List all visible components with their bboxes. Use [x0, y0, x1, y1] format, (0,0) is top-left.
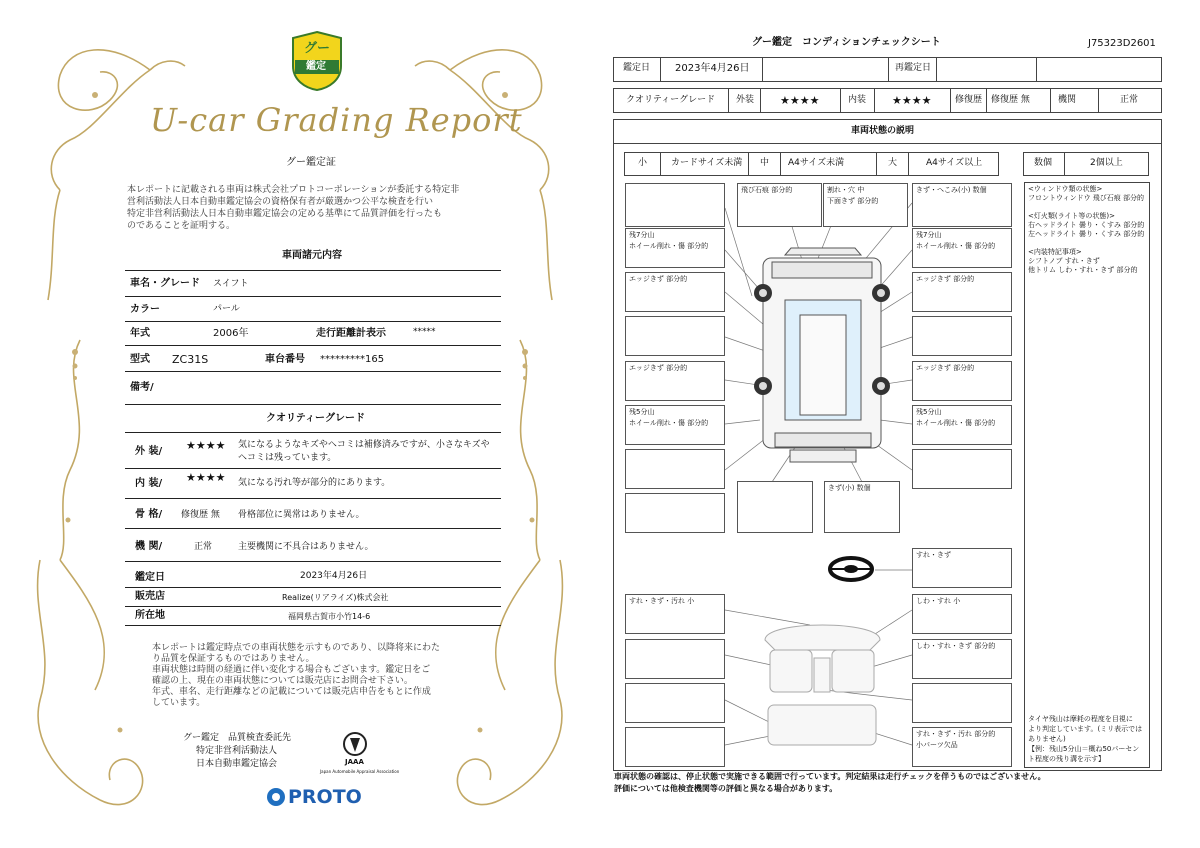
interior-box-text: 小パーツ欠品: [916, 741, 958, 749]
interior-box-right-4: [912, 727, 1012, 767]
mileage-value: *****: [413, 327, 436, 337]
year-value: 2006年: [213, 328, 249, 339]
mileage-label: 走行距離計表示: [316, 328, 386, 339]
condition-sheet-panel: [600, 0, 1200, 848]
engine-value: 正常: [1120, 95, 1139, 105]
interior-box-right-3: [912, 683, 1012, 723]
exterior-box-text: エッジきず 部分的: [629, 364, 688, 372]
goo-kantei-badge: [289, 30, 345, 92]
engine-text: 主要機関に不具合はありません。: [238, 542, 374, 552]
car-name-label: 車名・グレード: [130, 278, 200, 289]
badge-top-text: グー: [304, 41, 331, 56]
exterior-box-right-3: [912, 316, 1012, 356]
interior-box-text: すれ・きず・汚れ 部分的: [916, 730, 996, 738]
interior-box-left-4: [625, 727, 725, 767]
specs-title: 車両諸元内容: [282, 250, 342, 261]
legend-small: 小: [638, 158, 648, 168]
exterior-box-right-1: [912, 228, 1012, 268]
legend-medium-desc: A4サイズ未満: [788, 158, 845, 168]
repair-value: 修復歴 無: [991, 95, 1030, 105]
proto-logo: [267, 786, 377, 810]
engine-value: 正常: [194, 542, 213, 552]
exterior-box-text: 割れ・穴 中: [827, 186, 865, 194]
proto-mark-inner: [272, 793, 280, 801]
exterior-box-text: エッジきず 部分的: [916, 364, 975, 372]
intro-line: 営利活動法人日本自動車鑑定協会の資格保有者が厳選かつ公平な検査を行い: [127, 197, 434, 207]
year-label: 年式: [130, 328, 150, 339]
inspection-date-label: 鑑定日: [135, 572, 165, 583]
jaaa-logo: [320, 730, 400, 778]
frame-label: 骨 格/: [135, 509, 163, 520]
tire-note-line: ト程度の残り溝を示す】: [1028, 755, 1105, 763]
interior-box-right-1: [912, 594, 1012, 634]
location-value: 福岡県古賀市小竹14-6: [288, 612, 371, 621]
legend-medium: 中: [760, 158, 770, 168]
exterior-box-text: ホイール削れ・傷 部分的: [629, 419, 709, 427]
exterior-box-text: 下面きず 部分的: [827, 197, 879, 205]
legend-count-desc: 2個以上: [1090, 158, 1123, 168]
exterior-box-text: 残7分山: [916, 231, 942, 239]
color-label: カラー: [130, 304, 160, 315]
exterior-label: 外装: [736, 95, 755, 105]
color-value: パール: [213, 304, 240, 314]
side-note-line: <ウィンドウ類の状態>: [1028, 185, 1103, 193]
interior-box-text: しわ・すれ・きず 部分的: [916, 642, 996, 650]
exterior-box-text: ホイール削れ・傷 部分的: [629, 242, 709, 250]
exterior-box-text: ホイール削れ・傷 部分的: [916, 242, 996, 250]
interior-label: 内 装/: [135, 478, 163, 489]
dealer-value: Realize(リアライズ)株式会社: [282, 593, 389, 602]
date-value: 2023年4月26日: [675, 63, 750, 74]
side-note-line: 左ヘッドライト 曇り・くすみ 部分的: [1028, 230, 1145, 238]
interior-stars: ★★★★: [892, 94, 932, 107]
sheet-doc-id: J75323D2601: [1088, 38, 1156, 49]
disclaimer-text: [152, 643, 492, 709]
report-script-title: U-car Grading Report: [150, 101, 523, 139]
chassis-value: *********165: [320, 354, 385, 365]
interior-box-text: すれ・きず: [916, 551, 951, 559]
exterior-text-line: 気になるようなキズやヘコミは補修済みですが、小さなキズや: [238, 440, 490, 450]
exterior-box-rear-right: [824, 481, 900, 533]
proto-text: PROTO: [288, 786, 362, 808]
sheet-footer-line: 評価については他検査機関等の評価と異なる場合があります。: [614, 784, 838, 793]
exterior-box-text: 残5分山: [629, 408, 655, 416]
interior-box-left-2: [625, 639, 725, 679]
section-title: 車両状態の説明: [851, 126, 915, 136]
interior-box-left-1: [625, 594, 725, 634]
tire-note-line: より判定しています。(ミリ表示では: [1028, 725, 1143, 733]
disclaimer-line: り品質を保証するものではありません。: [152, 654, 315, 664]
jaaa-text: JAAA: [345, 758, 364, 766]
interior-box-steering: [912, 548, 1012, 588]
side-note-line: フロントウィンドウ 飛び石痕 部分的: [1028, 194, 1145, 202]
exterior-box-rear-left: [737, 481, 813, 533]
exterior-box-text: きず・へこみ(小) 数個: [916, 186, 987, 194]
footer-org-line: 特定非営利活動法人: [196, 746, 278, 756]
model-label: 型式: [130, 354, 150, 365]
notes-label: 備考/: [130, 382, 154, 393]
disclaimer-line: 年式、車名、走行距離などの記載については販売店申告をもとに作成: [152, 687, 431, 697]
exterior-box-text: エッジきず 部分的: [916, 275, 975, 283]
disclaimer-line: 本レポートは鑑定時点での車両状態を示すものであり、以降将来にわた: [152, 643, 441, 653]
car-name-value: スイフト: [213, 279, 249, 289]
dealer-label: 販売店: [135, 591, 165, 602]
footer-org-line: グー鑑定 品質検査委託先: [183, 733, 292, 743]
intro-text: [127, 184, 507, 232]
exterior-box-text: 残5分山: [916, 408, 942, 416]
legend-small-desc: カードサイズ未満: [671, 158, 743, 168]
exterior-label: 外 装/: [135, 446, 163, 457]
frame-value: 修復歴 無: [181, 510, 220, 520]
footer-org-line: 日本自動車鑑定協会: [196, 759, 278, 769]
date-label: 鑑定日: [623, 63, 651, 73]
tire-note-line: タイヤ残山は摩耗の程度を目視に: [1028, 715, 1133, 723]
engine-label: 機関: [1058, 95, 1077, 105]
interior-box-text: しわ・すれ 小: [916, 597, 961, 605]
exterior-box-text: 残7分山: [629, 231, 655, 239]
model-value: ZC31S: [172, 353, 209, 366]
chassis-label: 車台番号: [265, 354, 305, 365]
exterior-box-left-7: [625, 493, 725, 533]
exterior-stars: ★★★★: [780, 94, 820, 107]
exterior-box-right-4: [912, 361, 1012, 401]
badge-bottom-text: 鑑定: [306, 61, 326, 72]
exterior-box-right-6: [912, 449, 1012, 489]
sheet-title: グー鑑定 コンディションチェックシート: [752, 37, 941, 48]
reinspect-label: 再鑑定日: [895, 63, 932, 73]
interior-stars: ★★★★: [186, 471, 226, 484]
tire-note-line: ありません): [1028, 735, 1066, 743]
inspection-date-value: 2023年4月26日: [300, 571, 368, 581]
exterior-box-front-bumper: [823, 183, 908, 227]
intro-line: 特定非営利活動法人日本自動車鑑定協会の定める基準にて品質評価を行ったも: [127, 209, 443, 219]
exterior-box-left-4: [625, 361, 725, 401]
exterior-box-top-right: [912, 183, 1012, 227]
grade-title: クオリティーグレード: [266, 413, 365, 424]
exterior-box-text: ホイール削れ・傷 部分的: [916, 419, 996, 427]
sheet-footer-line: 車両状態の確認は、停止状態で実施できる範囲で行っています。判定結果は走行チェックを伴うものではございません。: [614, 772, 1046, 781]
exterior-box-front-glass: [737, 183, 822, 227]
interior-label: 内装: [848, 95, 867, 105]
exterior-box-left-3: [625, 316, 725, 356]
interior-text: 気になる汚れ等が部分的にあります。: [238, 478, 391, 488]
side-note-line: <内装特記事項>: [1028, 248, 1082, 256]
exterior-box-right-5: [912, 405, 1012, 445]
exterior-box-left-2: [625, 272, 725, 312]
intro-line: 本レポートに記載される車両は株式会社プロトコーポレーションが委託する特定非: [127, 185, 460, 195]
side-note-line: シフトノブ すれ・きず: [1028, 257, 1100, 265]
side-note-line: 他トリム しわ・すれ・きず 部分的: [1028, 266, 1138, 274]
disclaimer-line: 確認の上、現在の車両状態については販売店にお問合せ下さい。: [152, 676, 413, 686]
quality-grade-label: クオリティーグレード: [626, 95, 716, 105]
engine-label: 機 関/: [135, 541, 163, 552]
jaaa-subtext: Japan Automobile Appraisal Association: [320, 769, 400, 774]
legend-count: 数個: [1034, 158, 1053, 168]
exterior-box-text: 飛び石痕 部分的: [741, 186, 793, 194]
side-note-line: 右ヘッドライト 曇り・くすみ 部分的: [1028, 221, 1145, 229]
exterior-box-right-2: [912, 272, 1012, 312]
legend-large: 大: [888, 158, 898, 168]
location-label: 所在地: [135, 610, 165, 621]
disclaimer-line: 車両状態は時間の経過に伴い変化する場合もございます。鑑定日をご: [152, 665, 431, 675]
repair-label: 修復歴: [955, 95, 983, 105]
exterior-text-line: ヘコミは残っています。: [238, 453, 337, 463]
exterior-box-left-5: [625, 405, 725, 445]
exterior-box-text: きず(小) 数個: [828, 484, 871, 492]
exterior-box-left-1: [625, 228, 725, 268]
side-note-line: <灯火類(ライト等の状態)>: [1028, 212, 1115, 220]
intro-line: のであることを証明する。: [127, 221, 236, 231]
interior-box-left-3: [625, 683, 725, 723]
certificate-title: グー鑑定証: [286, 157, 336, 168]
frame-text: 骨格部位に異常はありません。: [238, 510, 365, 520]
tire-note-line: 【例：残山5分山＝概ね50パーセン: [1028, 745, 1140, 753]
interior-box-text: すれ・きず・汚れ 小: [629, 597, 695, 605]
exterior-box-top-left: [625, 183, 725, 227]
exterior-stars: ★★★★: [186, 439, 226, 452]
exterior-box-left-6: [625, 449, 725, 489]
legend-large-desc: A4サイズ以上: [926, 158, 983, 168]
exterior-box-text: エッジきず 部分的: [629, 275, 688, 283]
interior-box-right-2: [912, 639, 1012, 679]
disclaimer-line: しています。: [152, 698, 206, 708]
